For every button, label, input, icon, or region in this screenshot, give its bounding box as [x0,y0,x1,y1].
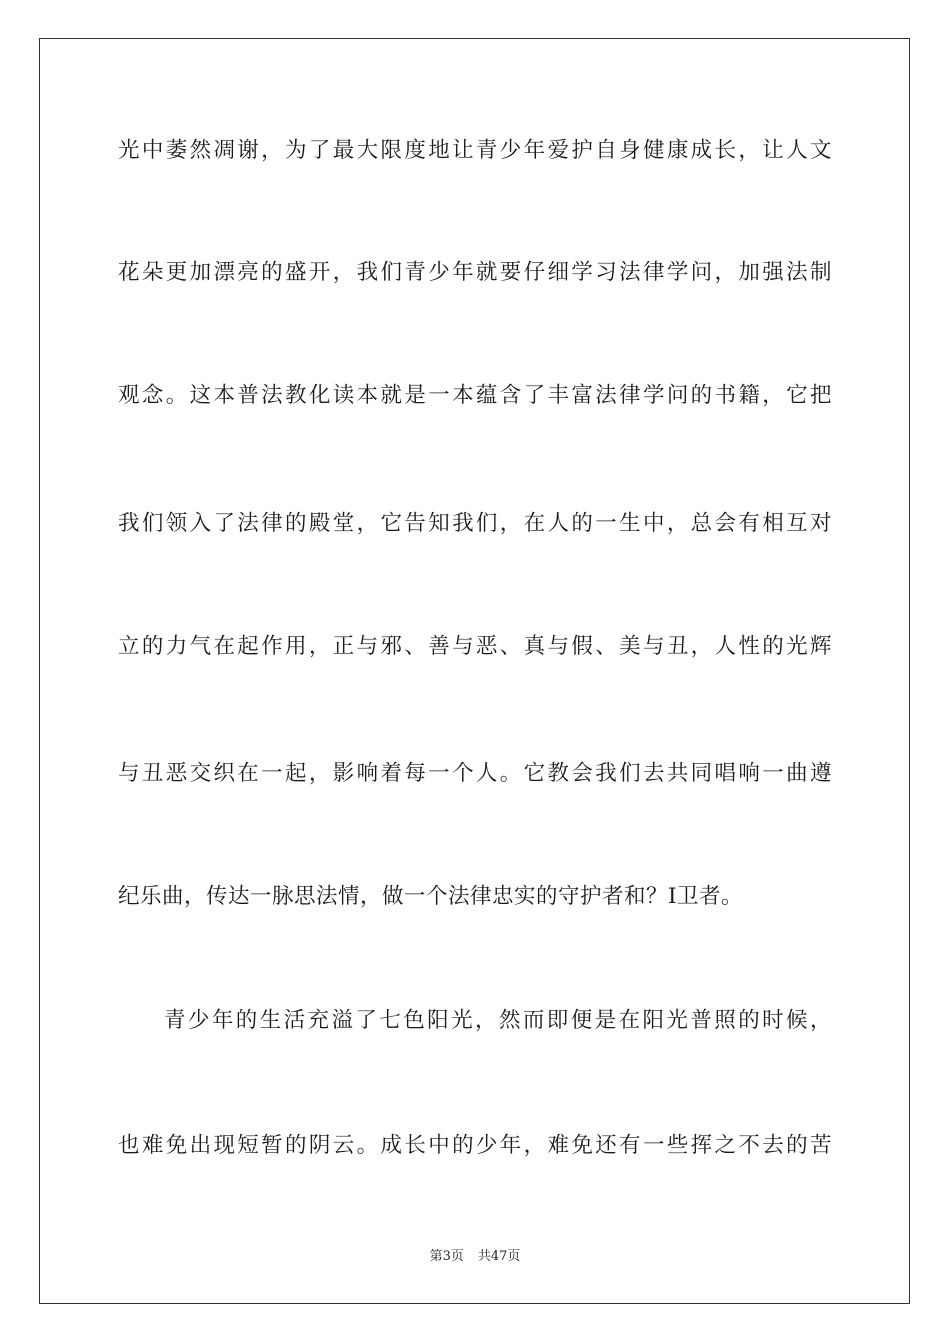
text-line-9: 也难免出现短暂的阴云。成长中的少年，难免还有一些挥之不去的苦 [118,1133,832,1158]
text-line-3: 观念。这本普法教化读本就是一本蕴含了丰富法律学问的书籍，它把 [118,383,832,408]
page-border [39,38,910,1304]
text-line-4: 我们领入了法律的殿堂，它告知我们，在人的一生中，总会有相互对 [118,511,832,536]
text-line-7: 纪乐曲，传达一脉思法情，做一个法律忠实的守护者和？I卫者。 [118,884,743,909]
text-line-2: 花朵更加漂亮的盛开，我们青少年就要仔细学习法律学问，加强法制 [118,260,832,285]
text-line-5: 立的力气在起作用，正与邪、善与恶、真与假、美与丑，人性的光辉 [118,634,832,659]
total-pages: 共47页 [477,1249,521,1264]
text-line-1: 光中萎然凋谢，为了最大限度地让青少年爱护自身健康成长，让人文 [118,138,832,163]
text-line-6: 与丑恶交织在一起，影响着每一个人。它教会我们去共同唱响一曲遵 [118,761,832,786]
page-footer [0,1248,950,1266]
page-number: 第3页 [429,1249,464,1264]
paragraph-first-line: 青少年的生活充溢了七色阳光，然而即便是在阳光普照的时候， [164,1008,832,1033]
